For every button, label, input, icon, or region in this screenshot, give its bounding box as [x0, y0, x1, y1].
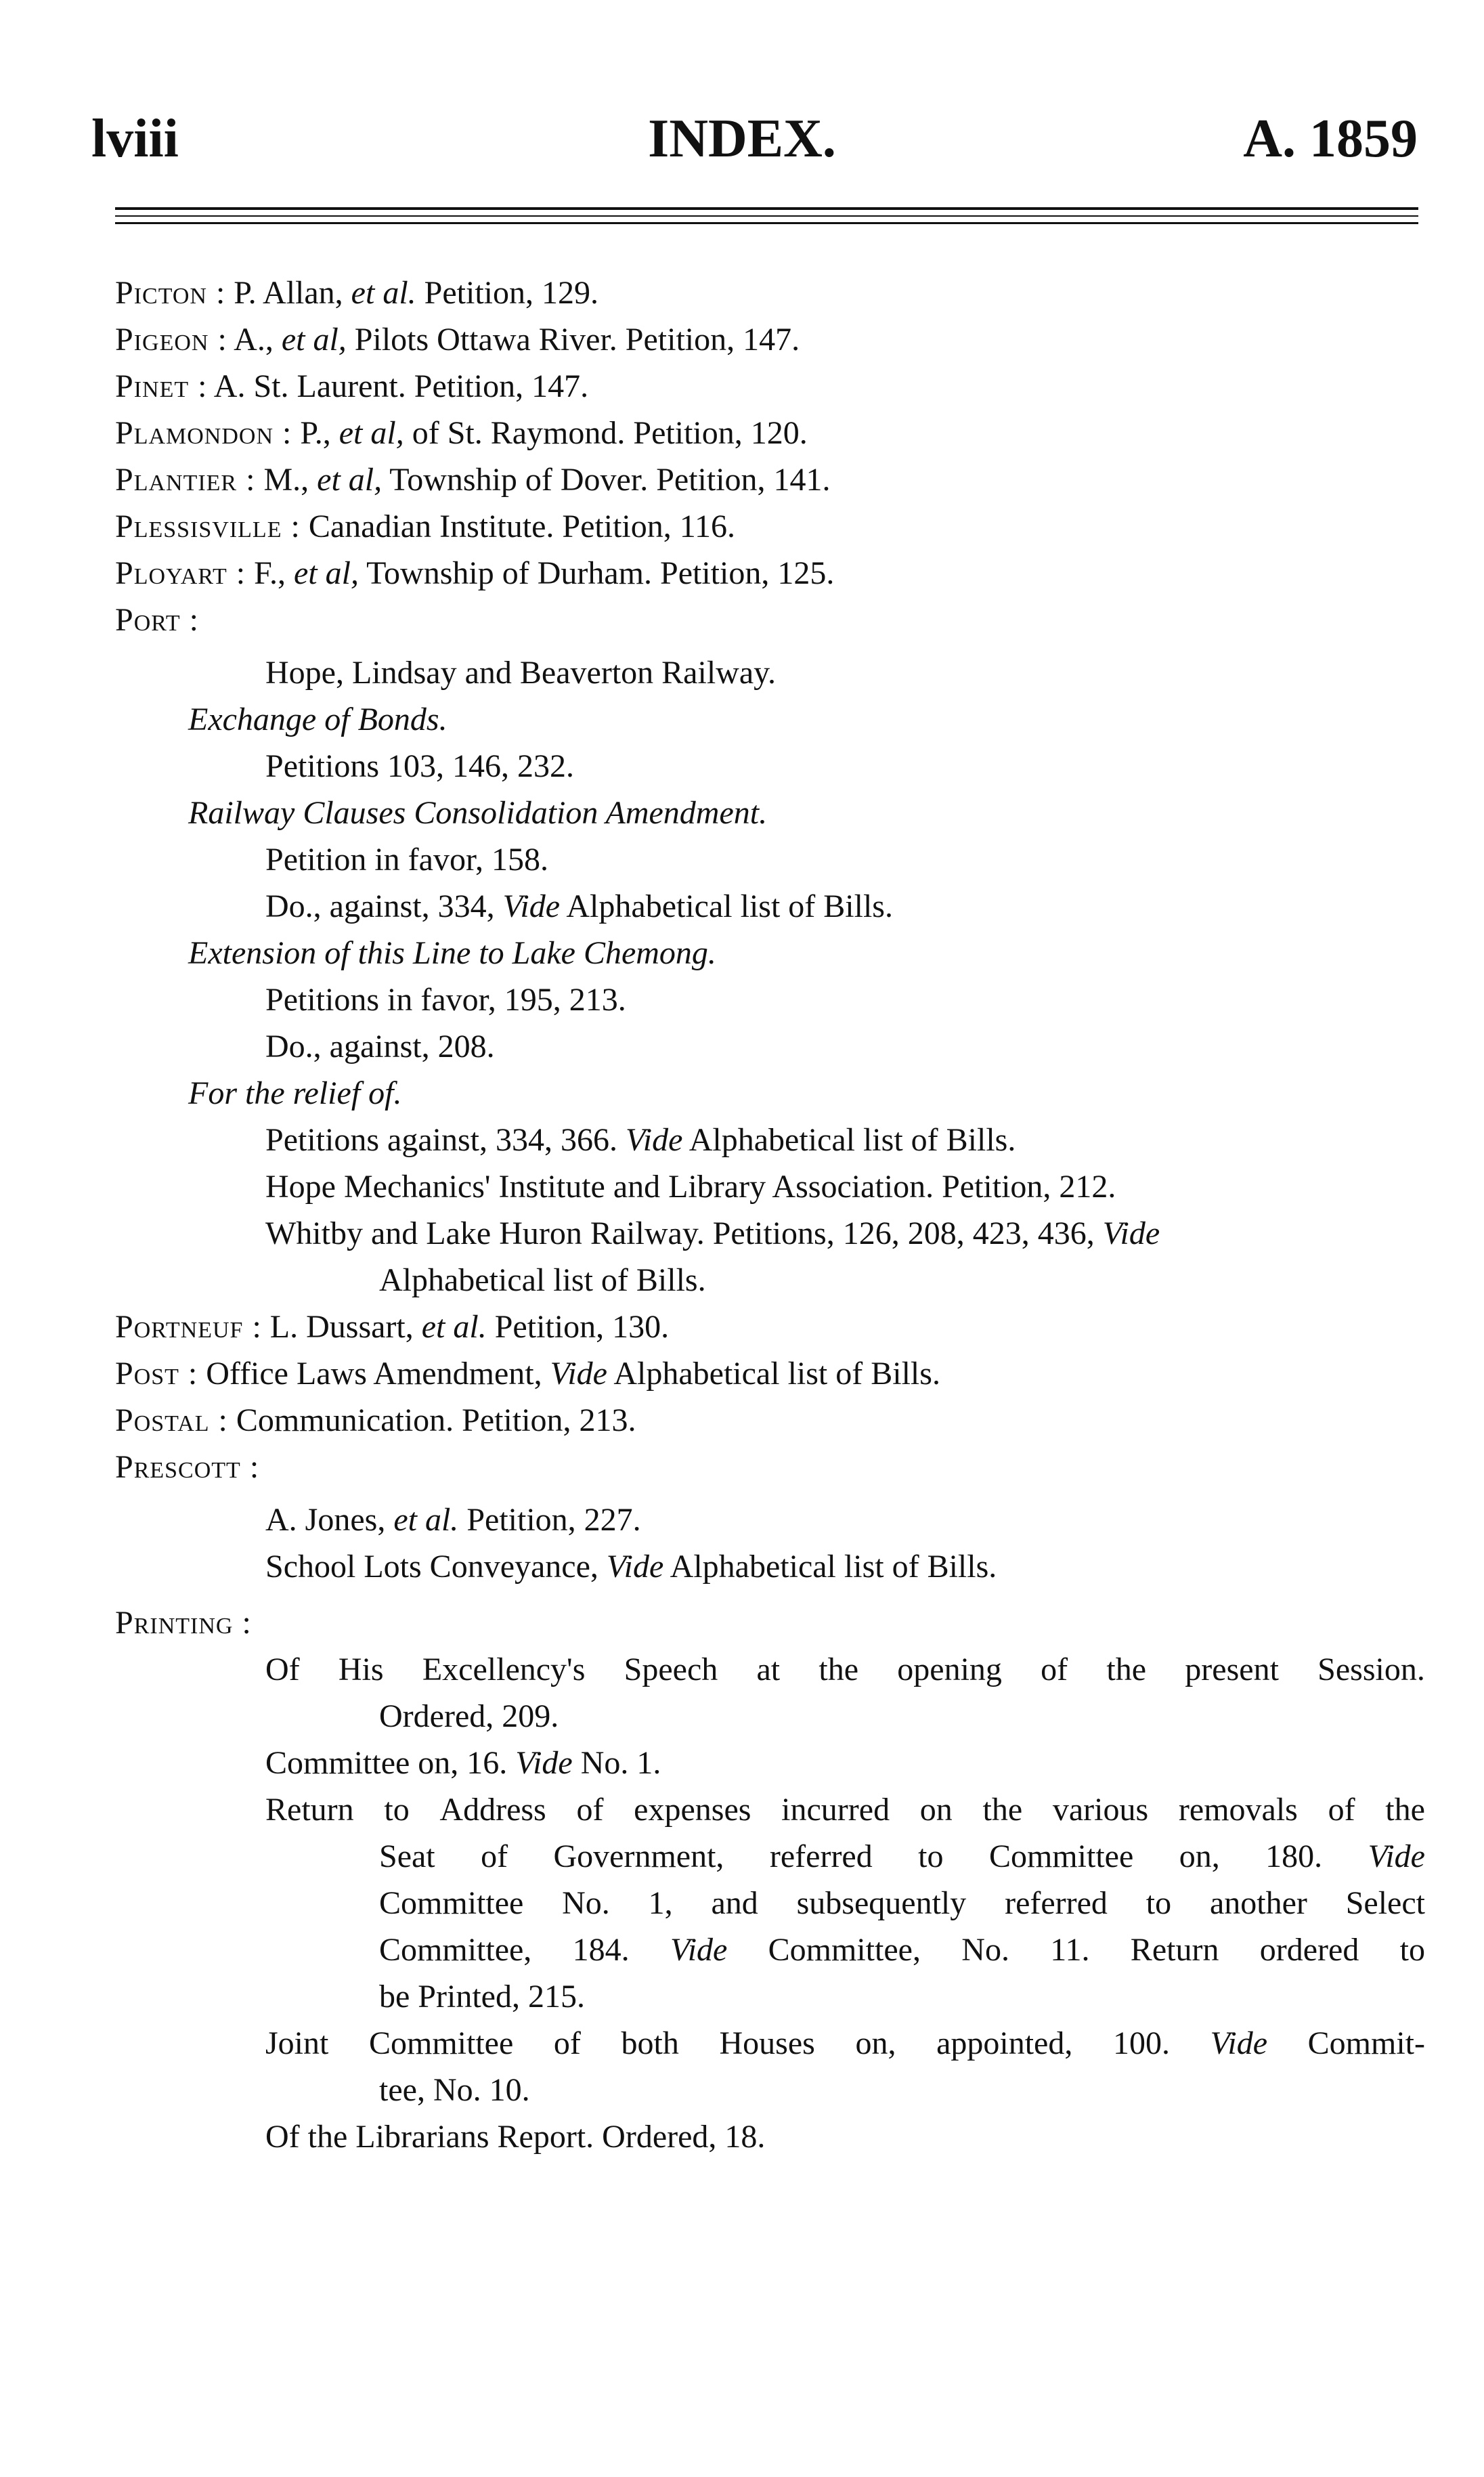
entry-post: Post : Office Laws Amendment, Vide Alphabetical list of Bills. [115, 1356, 940, 1392]
entry-plantier: Plantier : M., et al, Township of Dover. Petition, 141. [115, 462, 831, 498]
header-rule-bottom [115, 222, 1418, 224]
printing-return-address: Return to Address of expenses incurred on the various removals of the [265, 1792, 1425, 1828]
port-railway-heading: Railway Clauses Consolidation Amendment. [188, 795, 768, 831]
printing-joint-committee: Joint Committee of both Houses on, appointed, 100. Vide Commit- [265, 2025, 1425, 2061]
port-extension-heading: Extension of this Line to Lake Chemong. [188, 935, 716, 971]
entry-head: Port : [115, 602, 199, 638]
entry-portneuf: Portneuf : L. Dussart, et al. Petition, 130. [115, 1309, 670, 1345]
entry-plessisville: Plessisville : Canadian Institute. Petition, 116. [115, 509, 735, 544]
printing-return-line-4: Committee, 184. Vide Committee, No. 11. Return ordered to [379, 1932, 1425, 1968]
port-relief-against: Petitions against, 334, 366. Vide Alphabetical list of Bills. [265, 1122, 1016, 1158]
printing-speech-continued: Ordered, 209. [379, 1698, 559, 1734]
page-title: INDEX. [648, 109, 836, 169]
entry-port [115, 597, 1425, 643]
prescott-jones: A. Jones, et al. Petition, 227. [265, 1502, 641, 1538]
port-relief-heading: For the relief of. [188, 1075, 402, 1111]
printing-return-line-5: be Printed, 215. [379, 1979, 585, 2015]
page-number: lviii [91, 109, 179, 169]
entry-ployart: Ployart : F., et al, Township of Durham. Petition, 125. [115, 555, 835, 591]
entry-postal: Postal : Communication. Petition, 213. [115, 1402, 636, 1438]
entry-head: Plantier : [115, 462, 256, 498]
index-entries [115, 270, 1425, 2160]
port-extension-favor: Petitions in favor, 195, 213. [265, 982, 626, 1018]
printing-committee: Committee on, 16. Vide No. 1. [265, 1745, 661, 1781]
entry-printing [115, 1599, 1425, 1646]
header-rule-top [115, 207, 1418, 210]
prescott-school-lots: School Lots Conveyance, Vide Alphabetical list of Bills. [265, 1549, 997, 1585]
port-hope-lindsay: Hope, Lindsay and Beaverton Railway. [265, 655, 777, 691]
entry-head: Portneuf : [115, 1309, 262, 1345]
printing-return-line-3: Committee No. 1, and subsequently referred to another Select [379, 1885, 1425, 1921]
entry-head: Ployart : [115, 555, 246, 591]
printing-return-line-2: Seat of Government, referred to Committee on, 180. Vide [379, 1838, 1425, 1874]
header-rule-middle [115, 215, 1418, 217]
entry-head: Post : [115, 1356, 198, 1392]
entry-pigeon: Pigeon : A., et al, Pilots Ottawa River. Petition, 147. [115, 322, 800, 358]
port-railway-favor: Petition in favor, 158. [265, 842, 549, 878]
entry-head: Prescott : [115, 1449, 260, 1485]
entry-head: Plessisville : [115, 509, 301, 544]
port-mechanics-institute: Hope Mechanics' Institute and Library Association. Petition, 212. [265, 1169, 1116, 1205]
port-exchange-petitions: Petitions 103, 146, 232. [265, 748, 575, 784]
entry-head: Pigeon : [115, 322, 227, 358]
printing-speech: Of His Excellency's Speech at the opening of the present Session. [265, 1652, 1425, 1687]
entry-head: Plamondon : [115, 415, 292, 451]
entry-head: Printing : [115, 1605, 252, 1641]
entry-prescott [115, 1444, 1425, 1490]
year-label: A. 1859 [1243, 109, 1418, 169]
entry-plamondon: Plamondon : P., et al, of St. Raymond. Petition, 120. [115, 415, 808, 451]
entry-head: Picton : [115, 275, 226, 311]
printing-librarian-report: Of the Librarians Report. Ordered, 18. [265, 2119, 766, 2155]
port-whitby-continued: Alphabetical list of Bills. [379, 1262, 706, 1298]
entry-head: Postal : [115, 1402, 228, 1438]
port-railway-against: Do., against, 334, Vide Alphabetical list of Bills. [265, 888, 893, 924]
entry-head: Pinet : [115, 368, 208, 404]
port-exchange-heading: Exchange of Bonds. [188, 702, 448, 737]
port-whitby-railway: Whitby and Lake Huron Railway. Petitions, 126, 208, 423, 436, Vide [265, 1215, 1160, 1251]
printing-joint-continued: tee, No. 10. [379, 2072, 530, 2108]
port-extension-against: Do., against, 208. [265, 1029, 495, 1064]
entry-picton: Picton : P. Allan, et al. Petition, 129. [115, 275, 598, 311]
entry-pinet: Pinet : A. St. Laurent. Petition, 147. [115, 368, 589, 404]
